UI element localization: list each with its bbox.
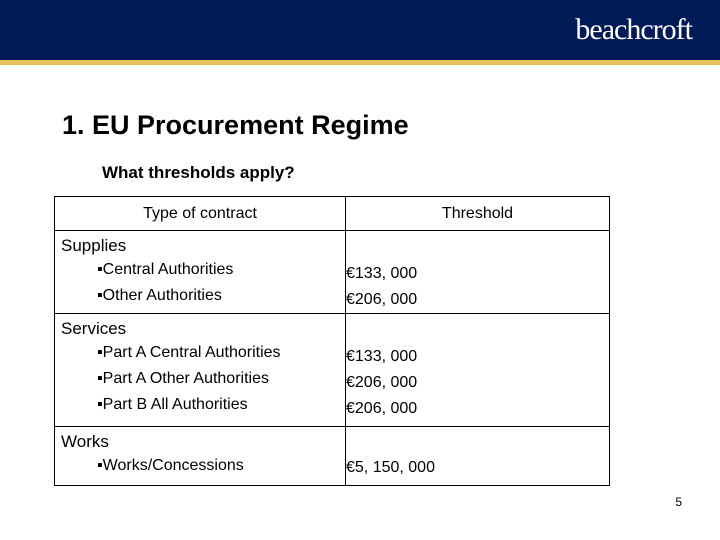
company-logo: beachcroft (575, 13, 692, 46)
list-item: ▪Part B All Authorities (97, 396, 248, 413)
thresholds-table (54, 196, 610, 486)
header-bar (0, 0, 720, 60)
threshold-cell-works (346, 427, 610, 486)
table-header-row (55, 197, 610, 231)
contract-cell-works (55, 427, 346, 486)
category-label: Services (61, 319, 127, 338)
header-stripe (0, 60, 720, 65)
threshold-value: €206, 000 (346, 374, 418, 391)
threshold-cell-services (346, 314, 610, 427)
threshold-cell-supplies (346, 231, 610, 314)
list-item: ▪Works/Concessions (97, 457, 244, 474)
contract-cell-services (55, 314, 346, 427)
list-item: ▪Part A Other Authorities (97, 370, 269, 387)
list-item: ▪Central Authorities (97, 261, 234, 278)
slide-title: 1. EU Procurement Regime (62, 110, 409, 140)
page-number: 5 (675, 495, 682, 509)
threshold-value: €133, 000 (346, 348, 418, 365)
category-label: Works (61, 432, 109, 451)
table-row (55, 314, 610, 427)
threshold-value: €206, 000 (346, 400, 418, 417)
table-row (55, 427, 610, 486)
threshold-value: €5, 150, 000 (346, 459, 435, 476)
threshold-value: €133, 000 (346, 265, 418, 282)
list-item: ▪Part A Central Authorities (97, 344, 281, 361)
table-row (55, 231, 610, 314)
header-type-of-contract: Type of contract (55, 197, 346, 231)
header-threshold: Threshold (346, 197, 610, 231)
threshold-value: €206, 000 (346, 291, 418, 308)
list-item: ▪Other Authorities (97, 287, 222, 304)
category-label: Supplies (61, 236, 127, 255)
slide-subtitle: What thresholds apply? (102, 163, 295, 182)
contract-cell-supplies (55, 231, 346, 314)
